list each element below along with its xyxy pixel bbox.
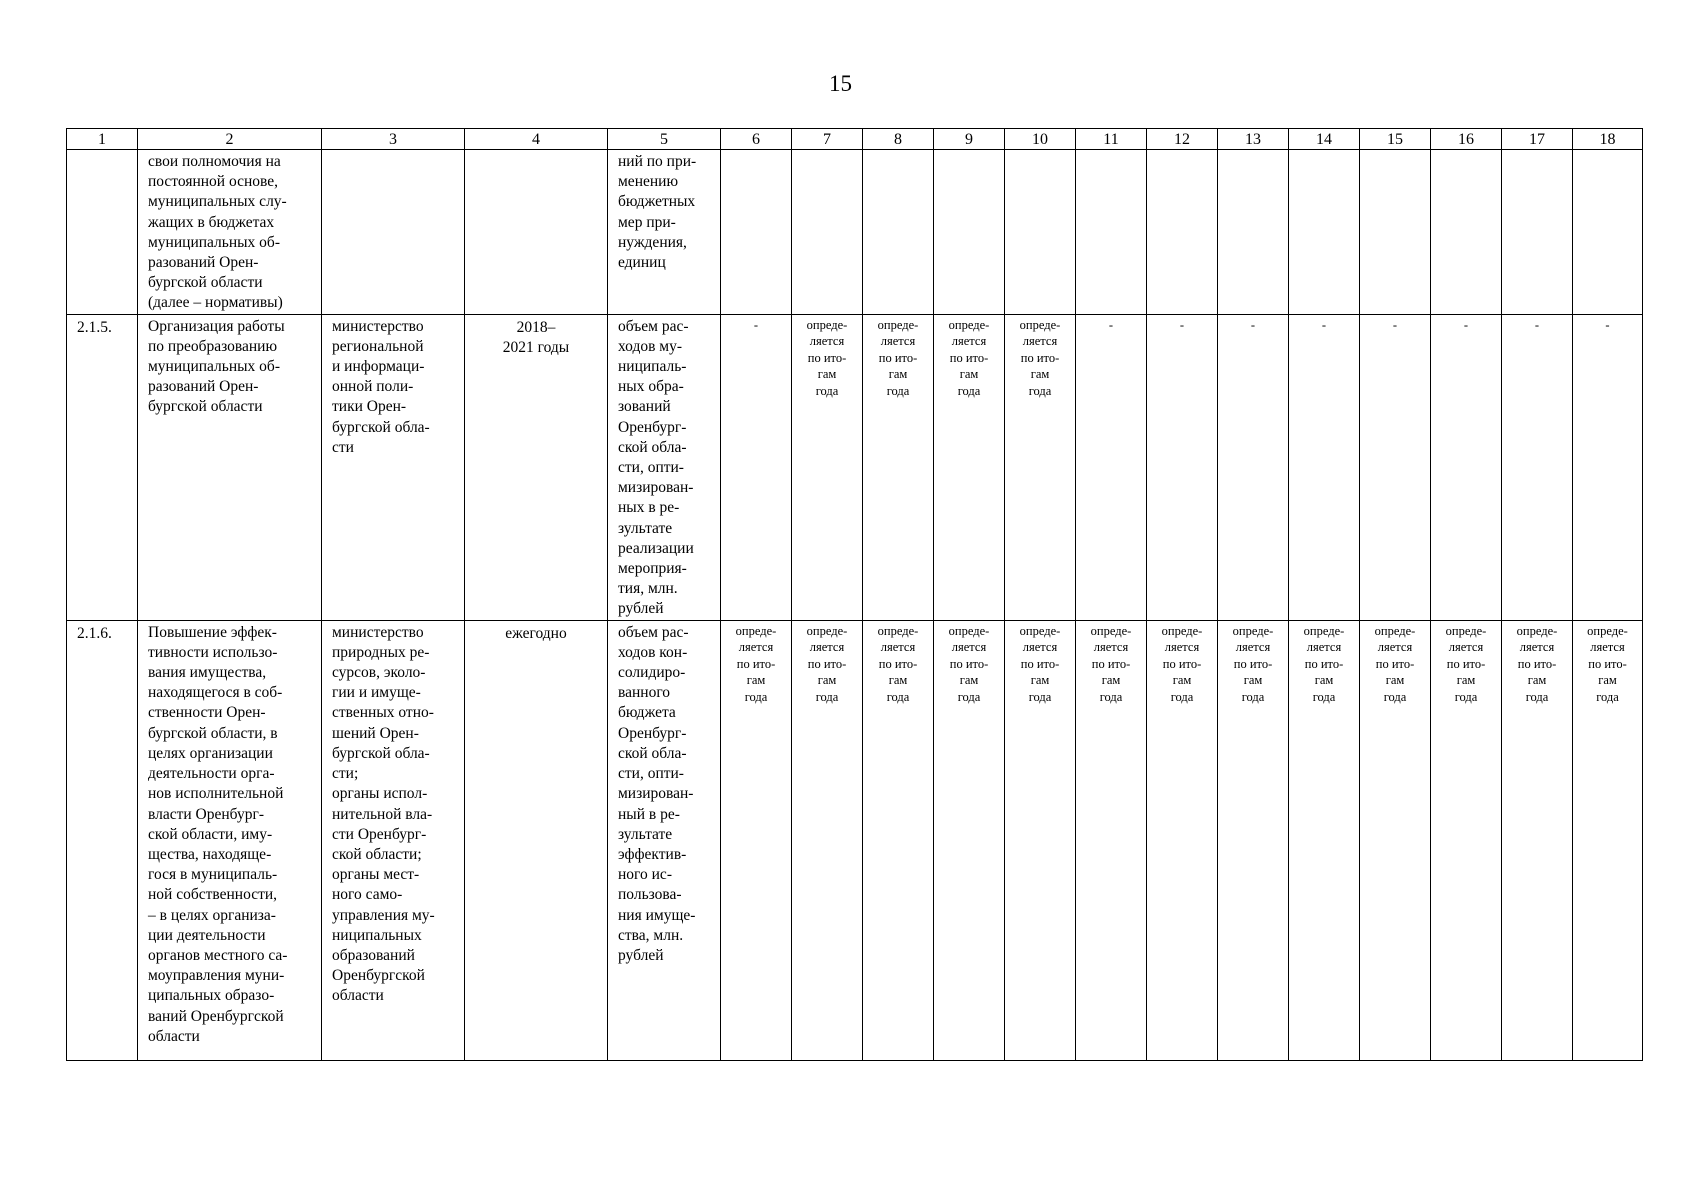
text-line: опреде- [1516,623,1558,638]
text-line: - [1108,317,1114,332]
text-line: года [1454,690,1478,705]
text-line: года [886,384,910,398]
text-line: года [1241,690,1265,705]
text-line: ской обла- [618,438,687,456]
value-cell [1573,150,1643,315]
value-cell [1431,314,1502,620]
text-line: - [753,317,759,332]
text-line: тивности использо- [148,643,278,661]
text-line: менению [618,173,679,191]
text-line: ляется [1377,640,1413,655]
column-number-header: 13 [1218,129,1289,150]
text-line: ской области, иму- [148,825,273,843]
text-line: и информаци- [332,358,425,376]
text-line: опреде- [1303,623,1345,638]
page-number: 15 [829,71,852,96]
column-number-header: 10 [1005,129,1076,150]
indicator-cell [608,150,721,315]
text-line: ции деятельности [148,926,266,944]
indicator-cell [608,620,721,1060]
text-line: целях организации [148,744,273,762]
value-cell [792,620,863,1060]
value-cell [1218,620,1289,1060]
text-line: ляется [738,640,774,655]
table-row [67,150,1643,315]
text-line: года [744,690,768,705]
text-line: сурсов, эколо- [332,664,426,682]
value-cell [1360,620,1431,1060]
text-line: сти, опти- [618,765,684,783]
text-line: по ито- [1233,656,1273,671]
value-cell [1147,620,1218,1060]
text-line: по ито- [1091,656,1131,671]
text-line: тия, млн. [618,580,678,598]
text-line: ного ис- [618,866,672,884]
text-line: Оренбург- [618,724,687,742]
column-number-header: 8 [863,129,934,150]
text-line: муниципальных об- [148,358,280,376]
value-cell [792,314,863,620]
measure-name-cell [138,314,322,620]
column-number-header: 14 [1289,129,1360,150]
text-line: опреде- [806,623,848,638]
column-number-header: 6 [721,129,792,150]
text-line: по ито- [1304,656,1344,671]
text-line: гии и имуще- [332,684,421,702]
text-line: года [1525,690,1549,705]
text-line: зультате [618,825,673,843]
column-number-header: 12 [1147,129,1218,150]
text-line: ляется [1590,640,1625,655]
text-line: тики Орен- [332,398,407,416]
text-line: гам [1527,673,1547,688]
measure-name-cell [138,620,322,1060]
text-line: ежегодно [505,624,567,642]
text-line: ципальных образо- [148,987,275,1005]
column-number-header: 2 [138,129,322,150]
text-line: бургской области [148,398,263,416]
text-line: - [1605,317,1610,332]
text-line: разований Орен- [148,254,259,272]
text-line: ного само- [332,886,403,904]
text-line: опреде- [1587,623,1628,638]
text-line: единиц [618,254,666,272]
text-line: муниципальных об- [148,233,280,251]
text-line: свои полномочия на [148,153,281,170]
value-cell [1218,150,1289,315]
text-line: бургской обла- [332,418,430,436]
text-line: ляется [951,334,987,349]
text-line: вания имущества, [148,664,267,682]
text-line: ных обра- [618,378,684,396]
text-line: – в целях организа- [148,906,276,924]
text-line: нительной вла- [332,805,433,823]
text-line: бургской области [148,274,263,292]
text-line: ный в ре- [618,805,680,823]
text-line: по ито- [878,656,918,671]
text-line: бюджета [618,704,676,722]
text-line: года [1170,690,1194,705]
text-line: гам [817,673,837,688]
text-line: Оренбург- [618,418,687,436]
text-line: реализации [618,539,694,557]
text-line: гам [1030,673,1050,688]
text-line: ниципаль- [618,358,687,376]
text-line: 2018– [516,318,556,336]
text-line: гам [959,673,979,688]
text-line: сти [332,438,354,456]
value-cell [792,150,863,315]
text-line: ходов му- [618,337,683,355]
text-line: по ито- [736,656,776,671]
text-line: Повышение эффек- [148,623,277,641]
text-line: мер при- [618,213,676,231]
value-cell [1431,620,1502,1060]
value-cell [1005,314,1076,620]
text-line: ваний Оренбургской [148,1007,284,1025]
text-line: ляется [1022,640,1058,655]
text-line: 2021 годы [502,338,570,356]
text-line: по ито- [1446,656,1486,671]
text-line: ляется [1164,640,1200,655]
text-line: управления му- [332,906,435,924]
value-cell [1502,620,1573,1060]
text-line: по ито- [807,350,847,365]
value-cell [1147,314,1218,620]
value-cell [1147,150,1218,315]
text-line: опреде- [877,317,919,332]
table-row [67,314,1643,620]
text-line: гам [1172,673,1192,688]
text-line: ной собственности, [148,886,278,904]
executor-cell [322,150,465,315]
text-line: гам [888,367,908,382]
value-cell [1076,620,1147,1060]
text-line: шений Орен- [332,724,419,742]
text-line: министерство [332,317,424,335]
text-line: гам [888,673,908,688]
text-line: гам [1598,673,1617,688]
value-cell [1289,314,1360,620]
text-line: опреде- [1232,623,1274,638]
text-line: жащих в бюджетах [148,213,275,231]
value-cell [1218,314,1289,620]
text-line: сти, опти- [618,459,684,477]
text-line: региональной [332,337,424,355]
value-cell [1502,314,1573,620]
text-line: ляется [880,334,916,349]
column-number-header: 11 [1076,129,1147,150]
text-line: гам [1030,367,1050,382]
text-line: года [815,384,839,398]
text-line: ственности Орен- [148,704,266,722]
text-line: органы мест- [332,866,420,884]
value-cell [1289,620,1360,1060]
text-line: - [1392,317,1398,332]
text-line: ственных отно- [332,704,434,722]
row-number-cell: 2.1.5. [67,314,138,620]
value-cell [1502,150,1573,315]
text-line: ляется [809,334,845,349]
text-line: природных ре- [332,643,430,661]
text-line: области [332,987,384,1005]
text-line: находящегося в соб- [148,684,283,702]
value-cell [1573,620,1643,1060]
text-line: ляется [1093,640,1129,655]
text-line: ных в ре- [618,499,680,517]
value-cell [1360,150,1431,315]
value-cell [1005,150,1076,315]
text-line: опреде- [1445,623,1487,638]
executor-cell [322,620,465,1060]
text-line: года [1596,690,1619,705]
text-line: - [1179,317,1185,332]
text-line: года [1028,384,1052,398]
text-line: деятельности орга- [148,765,275,783]
text-line: мероприя- [618,560,687,578]
text-line: - [1321,317,1327,332]
text-line: зований [618,398,671,416]
text-line: ляется [1022,334,1058,349]
row-number-cell: 2.1.6. [67,620,138,1060]
text-line: года [957,384,981,398]
text-line: года [957,690,981,705]
text-line: муниципальных слу- [148,193,287,211]
text-line: бургской области, в [148,724,278,742]
text-line: опреде- [877,623,919,638]
text-line: гам [1456,673,1476,688]
text-line: по ито- [949,656,989,671]
text-line: по преобразованию [148,337,278,355]
column-number-header: 16 [1431,129,1502,150]
value-cell [1005,620,1076,1060]
text-line: солидиро- [618,664,686,682]
text-line: зультате [618,519,673,537]
period-cell [465,314,608,620]
text-line: по ито- [1020,656,1060,671]
text-line: объем рас- [618,623,689,641]
text-line: моуправления муни- [148,967,285,985]
text-line: органов местного са- [148,946,288,964]
text-line: гам [1101,673,1121,688]
text-line: образований [332,946,415,964]
value-cell [934,314,1005,620]
period-cell [465,620,608,1060]
text-line: по ито- [1162,656,1202,671]
text-line: года [886,690,910,705]
text-line: ванного [618,684,671,702]
text-line: опреде- [735,623,777,638]
executor-cell [322,314,465,620]
text-line: опреде- [948,623,990,638]
text-line: онной поли- [332,378,414,396]
column-number-header: 3 [322,129,465,150]
text-line: пользова- [618,886,682,904]
text-line: рублей [618,946,664,964]
text-line: министерство [332,623,424,641]
text-line: органы испол- [332,785,428,803]
value-cell [1289,150,1360,315]
value-cell [721,150,792,315]
text-line: нуждения, [618,233,687,251]
value-cell [721,620,792,1060]
text-line: власти Оренбург- [148,805,264,823]
text-line: ляется [1235,640,1271,655]
text-line: бургской обла- [332,744,430,762]
text-line: области [148,1027,200,1045]
text-line: гам [1243,673,1263,688]
row-number-cell [67,150,138,315]
text-line: ства, млн. [618,926,684,944]
text-line: ской области; [332,845,422,863]
value-cell [934,620,1005,1060]
period-cell [465,150,608,315]
column-number-header: 9 [934,129,1005,150]
value-cell [863,150,934,315]
text-line: сти; [332,765,359,783]
text-line: года [815,690,839,705]
text-line: года [1028,690,1052,705]
text-line: опреде- [1374,623,1416,638]
text-line: опреде- [1019,317,1061,332]
text-line: ляется [880,640,916,655]
text-line: по ито- [1375,656,1415,671]
text-line: по ито- [949,350,989,365]
text-line: разований Орен- [148,378,259,396]
value-cell [863,314,934,620]
text-line: ниципальных [332,926,422,944]
text-line: опреде- [948,317,990,332]
column-number-header: 7 [792,129,863,150]
text-line: гам [1385,673,1405,688]
header-row [67,129,1643,150]
value-cell [863,620,934,1060]
text-line: по ито- [1588,656,1627,671]
text-line: ходов кон- [618,643,688,661]
text-line: года [1099,690,1123,705]
text-line: ляется [1519,640,1555,655]
text-line: по ито- [807,656,847,671]
text-line: Организация работы [148,317,285,335]
text-line: объем рас- [618,317,689,335]
text-line: (далее – нормативы) [148,294,283,312]
text-line: ляется [1448,640,1484,655]
column-number-header: 18 [1573,129,1643,150]
text-line: гам [1314,673,1334,688]
value-cell [721,314,792,620]
value-cell [1573,314,1643,620]
text-line: ния имуще- [618,906,696,924]
text-line: мизирован- [618,785,694,803]
text-line: года [1312,690,1336,705]
text-line: - [1534,317,1540,332]
column-number-header: 4 [465,129,608,150]
value-cell [1076,314,1147,620]
measure-name-cell [138,150,322,315]
text-line: щества, находяще- [148,845,272,863]
text-line: опреде- [806,317,848,332]
value-cell [1360,314,1431,620]
value-cell [1431,150,1502,315]
column-number-header: 15 [1360,129,1431,150]
text-line: нов исполнительной [148,785,284,803]
text-line: гам [817,367,837,382]
text-line: опреде- [1090,623,1132,638]
table-row [67,620,1643,1060]
text-line: ляется [951,640,987,655]
text-line: сти Оренбург- [332,825,427,843]
value-cell [1076,150,1147,315]
program-measures-table [66,128,1643,1061]
text-line: Оренбургской [332,967,425,985]
text-line: по ито- [1020,350,1060,365]
text-line: - [1250,317,1256,332]
text-line: ской обла- [618,744,687,762]
text-line: постоянной основе, [148,173,279,191]
text-line: гам [959,367,979,382]
text-line: рублей [618,600,664,618]
text-line: ляется [1306,640,1342,655]
text-line: - [1463,317,1469,332]
text-line: по ито- [878,350,918,365]
text-line: опреде- [1019,623,1061,638]
text-line: эффектив- [618,845,687,863]
text-line: ляется [809,640,845,655]
value-cell [934,150,1005,315]
text-line: мизирован- [618,479,694,497]
text-line: бюджетных [618,193,696,211]
text-line: по ито- [1517,656,1557,671]
column-number-header: 17 [1502,129,1573,150]
column-number-header: 5 [608,129,721,150]
text-line: года [1383,690,1407,705]
text-line: гам [746,673,766,688]
column-number-header: 1 [67,129,138,150]
indicator-cell [608,314,721,620]
text-line: гося в муниципаль- [148,866,278,884]
text-line: опреде- [1161,623,1203,638]
text-line: ний по при- [618,153,697,170]
